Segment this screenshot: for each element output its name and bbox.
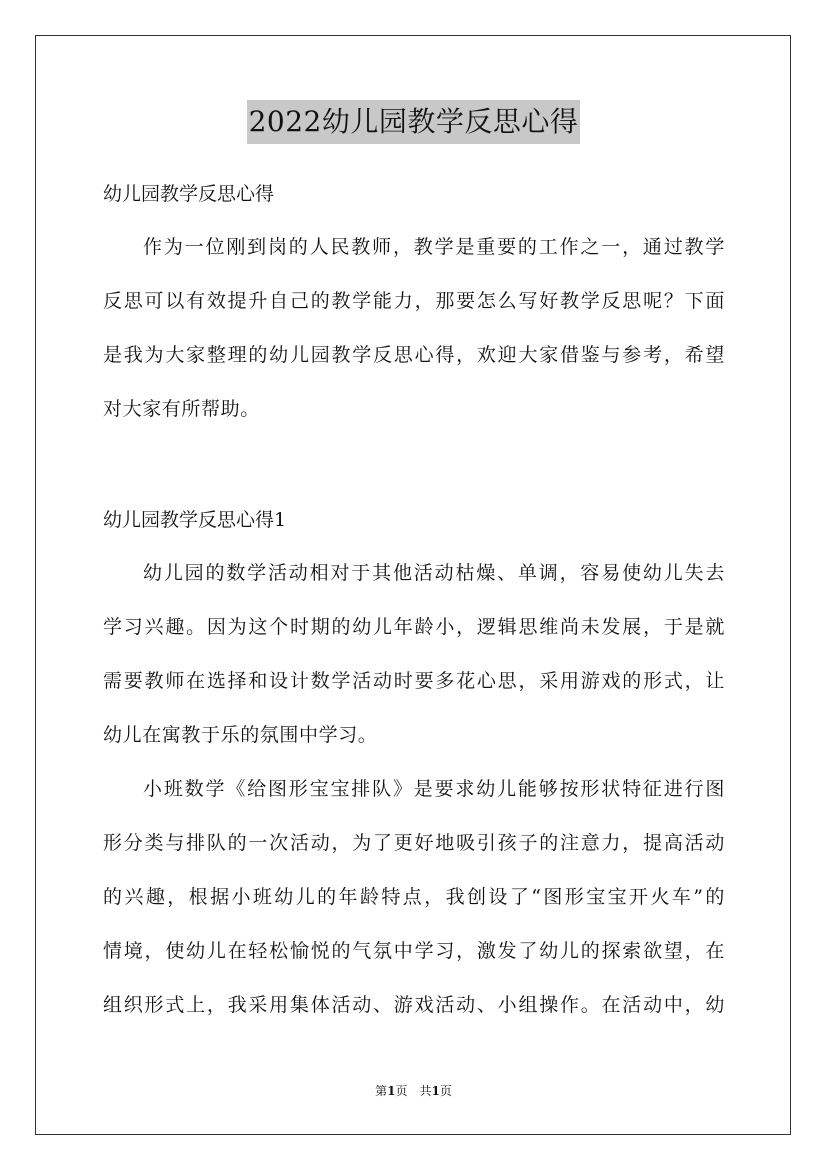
footer-page-prefix: 第 — [375, 1084, 388, 1098]
footer-page-suffix: 页 — [395, 1084, 408, 1098]
intro-line: 是我为大家整理的幼儿园教学反思心得，欢迎大家借鉴与参考，希望 — [103, 344, 725, 366]
intro-line: 反思可以有效提升自己的教学能力，那要怎么写好教学反思呢？下面 — [103, 290, 725, 312]
section1-para2-line: 组织形式上，我采用集体活动、游戏活动、小组操作。在活动中，幼 — [103, 994, 725, 1016]
footer-total-pages: 1 — [431, 1084, 440, 1098]
footer-total-suffix: 页 — [439, 1084, 452, 1098]
intro-heading: 幼儿园教学反思心得 — [103, 183, 275, 205]
document-title: 2022幼儿园教学反思心得 — [247, 100, 581, 144]
page-footer — [0, 1082, 827, 1099]
section1-para1-line: 需要教师在选择和设计数学活动时要多花心思，采用游戏的形式，让 — [103, 670, 725, 692]
section1-para2-line: 情境，使幼儿在轻松愉悦的气氛中学习，激发了幼儿的探索欲望，在 — [103, 940, 725, 962]
section1-para2-line: 的兴趣，根据小班幼儿的年龄特点，我创设了“图形宝宝开火车”的 — [103, 886, 725, 908]
section1-para1-line: 幼儿园的数学活动相对于其他活动枯燥、单调，容易使幼儿失去 — [143, 562, 725, 584]
footer-page-current: 1 — [387, 1084, 396, 1098]
intro-line: 对大家有所帮助。 — [103, 398, 260, 420]
section1-para1-line: 幼儿在寓教于乐的氛围中学习。 — [103, 724, 378, 746]
title-container — [0, 100, 827, 144]
section1-para1-line: 学习兴趣。因为这个时期的幼儿年龄小，逻辑思维尚未发展，于是就 — [103, 616, 725, 638]
section1-para2-line: 形分类与排队的一次活动，为了更好地吸引孩子的注意力，提高活动 — [103, 832, 725, 854]
section1-heading: 幼儿园教学反思心得1 — [103, 509, 287, 531]
footer-total-prefix: 共 — [419, 1084, 432, 1098]
intro-line: 作为一位刚到岗的人民教师，教学是重要的工作之一，通过教学 — [143, 236, 725, 258]
section1-para2-line: 小班数学《给图形宝宝排队》是要求幼儿能够按形状特征进行图 — [143, 778, 725, 800]
